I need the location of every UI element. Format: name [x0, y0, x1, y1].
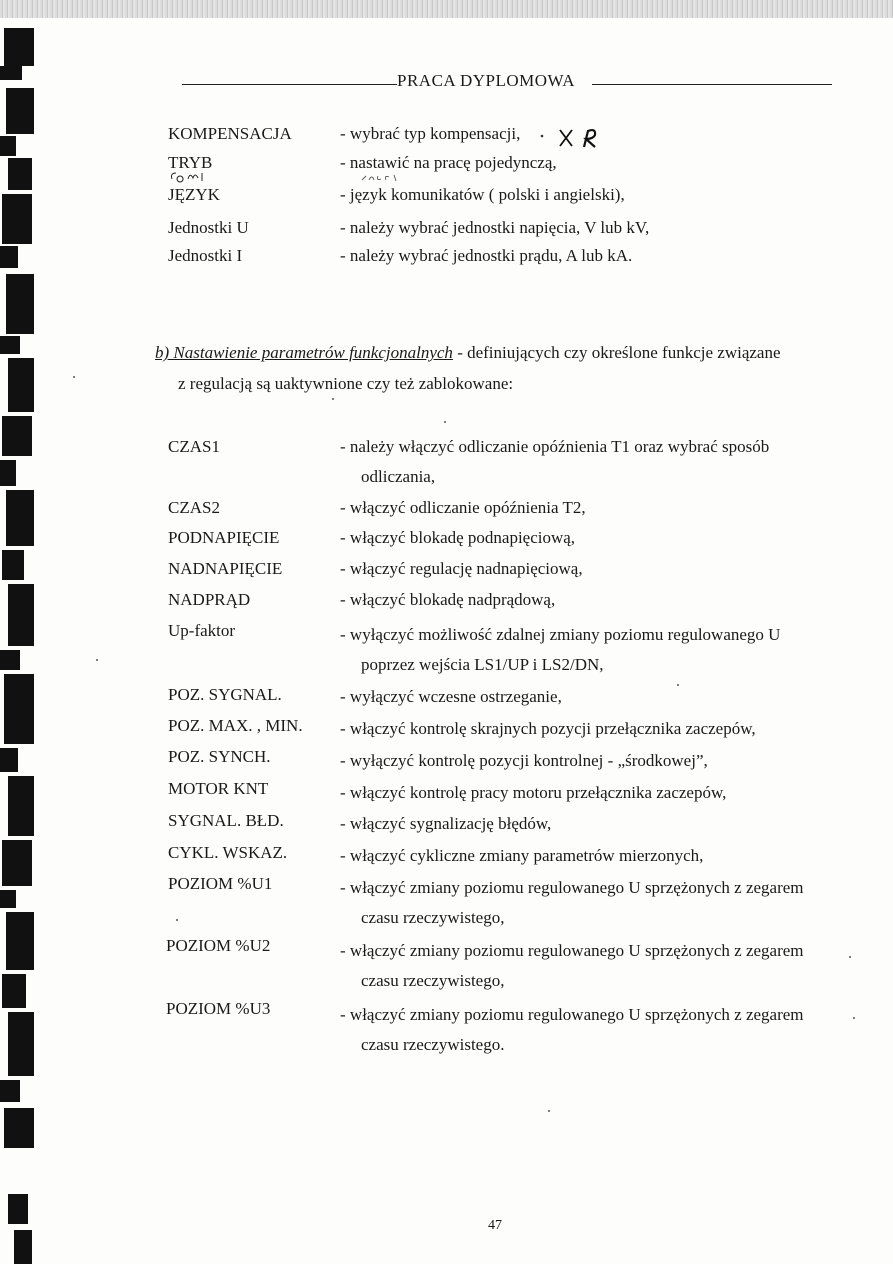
param-desc-czas1: - należy włączyć odliczanie opóźnienia T1 oraz wybrać sposób [340, 437, 770, 456]
param-desc-poziom-u1: - włączyć zmiany poziomu regulowanego U sprzężonych z zegarem [340, 878, 804, 897]
param-label-poz-sygnal: POZ. SYGNAL. [168, 685, 282, 704]
handwritten-annotation [360, 172, 406, 184]
param-label-czas2: CZAS2 [168, 498, 220, 517]
setting-label-jednostki-u: Jednostki U [168, 218, 249, 237]
param-label-czas1: CZAS1 [168, 437, 220, 456]
param-label-up-faktor: Up-faktor [168, 621, 236, 640]
scan-speck [853, 1017, 855, 1019]
param-label-cykl-wskaz: CYKL. WSKAZ. [168, 843, 288, 862]
param-label-poziom-u1: POZIOM %U1 [168, 874, 273, 893]
param-label-poziom-u2: POZIOM %U2 [166, 936, 271, 955]
scan-speck [548, 1110, 550, 1112]
param-desc-nadprad: - włączyć blokadę nadprądową, [340, 590, 556, 609]
scan-speck [332, 398, 334, 400]
setting-desc-jednostki-i: - należy wybrać jednostki prądu, A lub kA. [340, 246, 633, 265]
setting-label-kompensacja: KOMPENSACJA [168, 124, 292, 143]
param-desc-czas2: - włączyć odliczanie opóźnienia T2, [340, 498, 586, 517]
param-desc-poziom-u2: - włączyć zmiany poziomu regulowanego U sprzężonych z zegarem [340, 941, 804, 960]
header-title: PRACA DYPLOMOWA [397, 71, 575, 90]
param-label-nadprad: NADPRĄD [168, 590, 251, 609]
param-label-poziom-u3: POZIOM %U3 [166, 999, 271, 1018]
setting-label-jednostki-i: Jednostki I [168, 246, 243, 265]
scan-speck [444, 421, 446, 423]
setting-desc-jednostki-u: - należy wybrać jednostki napięcia, V lub kV, [340, 218, 650, 237]
setting-desc-jezyk: - język komunikatów ( polski i angielski), [340, 185, 625, 204]
param-desc-up-faktor-cont: poprzez wejścia LS1/UP i LS2/DN, [361, 655, 604, 674]
scan-speck [73, 376, 75, 378]
param-desc-czas1-cont: odliczania, [361, 467, 436, 486]
param-label-sygnal-bld: SYGNAL. BŁD. [168, 811, 284, 830]
param-desc-cykl-wskaz: - włączyć cykliczne zmiany parametrów mierzonych, [340, 846, 704, 865]
scan-top-strip [0, 0, 893, 18]
param-label-poz-synch: POZ. SYNCH. [168, 747, 271, 766]
param-desc-poziom-u3: - włączyć zmiany poziomu regulowanego U sprzężonych z zegarem [340, 1005, 804, 1024]
scan-speck [96, 659, 98, 661]
param-desc-podnapiecie: - włączyć blokadę podnapięciową, [340, 528, 576, 547]
param-desc-motor-knt: - włączyć kontrolę pracy motoru przełącznika zaczepów, [340, 783, 727, 802]
handwritten-x-r-mark [538, 126, 602, 150]
header-rule-right [592, 84, 832, 85]
param-desc-poziom-u1-cont: czasu rzeczywistego, [361, 908, 505, 927]
param-label-motor-knt: MOTOR KNT [168, 779, 269, 798]
setting-label-tryb: TRYB [168, 153, 213, 172]
section-b-heading: b) Nastawienie parametrów funkcjonalnych [155, 343, 453, 362]
setting-label-jezyk: JĘZYK [168, 185, 220, 204]
param-desc-poz-sygnal: - wyłączyć wczesne ostrzeganie, [340, 687, 562, 706]
param-desc-nadnapiecie: - włączyć regulację nadnapięciową, [340, 559, 583, 578]
section-b-intro [155, 343, 781, 363]
header-rule-left [182, 84, 397, 85]
scan-speck [176, 919, 178, 921]
scan-speck [677, 684, 679, 686]
setting-desc-kompensacja: - wybrać typ kompensacji, [340, 124, 521, 143]
section-b-intro-rest: - definiujących czy określone funkcje związane [457, 343, 781, 362]
param-desc-poziom-u3-cont: czasu rzeczywistego. [361, 1035, 505, 1054]
param-desc-sygnal-bld: - włączyć sygnalizację błędów, [340, 814, 552, 833]
param-desc-poz-synch: - wyłączyć kontrolę pozycji kontrolnej - „środkowej”, [340, 751, 708, 770]
param-desc-up-faktor: - wyłączyć możliwość zdalnej zmiany poziomu regulowanego U [340, 625, 781, 644]
param-label-nadnapiecie: NADNAPIĘCIE [168, 559, 283, 578]
handwritten-annotation [168, 169, 208, 183]
param-label-poz-max-min: POZ. MAX. , MIN. [168, 716, 303, 735]
scan-speck [849, 956, 851, 958]
param-desc-poziom-u2-cont: czasu rzeczywistego, [361, 971, 505, 990]
page-number: 47 [488, 1218, 502, 1233]
param-desc-poz-max-min: - włączyć kontrolę skrajnych pozycji przełącznika zaczepów, [340, 719, 756, 738]
setting-desc-tryb: - nastawić na pracę pojedynczą, [340, 153, 557, 172]
param-label-podnapiecie: PODNAPIĘCIE [168, 528, 280, 547]
section-b-intro-line2: z regulacją są uaktywnione czy też zablokowane: [178, 374, 514, 393]
binding-edge [0, 18, 40, 1264]
